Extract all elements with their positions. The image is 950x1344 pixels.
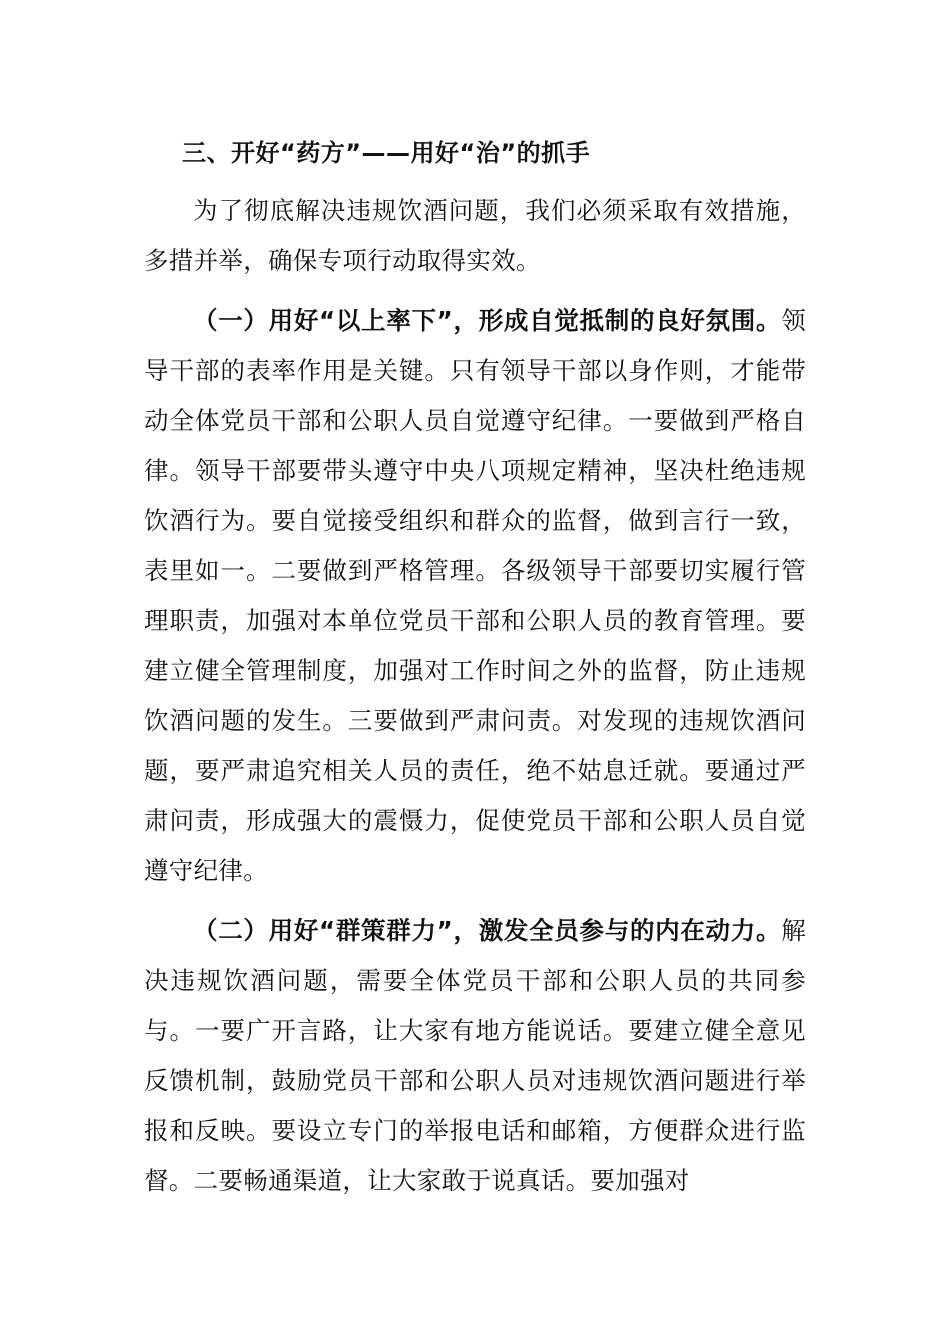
intro-paragraph: 为了彻底解决违规饮酒问题，我们必须采取有效措施，多措并举，确保专项行动取得实效。 bbox=[144, 196, 806, 275]
paragraph-one-lead: （一）用好“以上率下”，形成自觉抵制的良好氛围。 bbox=[193, 306, 782, 335]
paragraph-two-lead: （二）用好“群策群力”，激发全员参与的内在动力。 bbox=[193, 916, 782, 945]
paragraph-two-body: 解决违规饮酒问题，需要全体党员干部和公职人员的共同参与。一要广开言路，让大家有地方能说话。要建立健全意见反馈机制，鼓励党员干部和公职人员对违规饮酒问题进行举报和反映。要设立专门的举报电话和邮箱，方便群众进行监督。二要畅通渠道，让大家敢于说真话。要加强对 bbox=[144, 916, 806, 1195]
paragraph-one-body: 领导干部的表率作用是关键。只有领导干部以身作则，才能带动全体党员干部和公职人员自觉遵守纪律。一要做到严格自律。领导干部要带头遵守中央八项规定精神，坚决杜绝违规饮酒行为。要自觉接受组织和群众的监督，做到言行一致，表里如一。二要做到严格管理。各级领导干部要切实履行管理职责，加强对本单位党员干部和公职人员的教育管理。要建立健全管理制度，加强对工作时间之外的监督，防止违规饮酒问题的发生。三要做到严肃问责。对发现的违规饮酒问题，要严肃追究相关人员的责任，绝不姑息迁就。要通过严肃问责，形成强大的震慑力，促使党员干部和公职人员自觉遵守纪律。 bbox=[144, 306, 806, 885]
paragraph-one bbox=[144, 296, 806, 896]
paragraph-two bbox=[144, 906, 806, 1206]
section-heading: 三、开好“药方”——用好“治”的抓手 bbox=[182, 139, 591, 167]
document-body bbox=[144, 128, 806, 1206]
